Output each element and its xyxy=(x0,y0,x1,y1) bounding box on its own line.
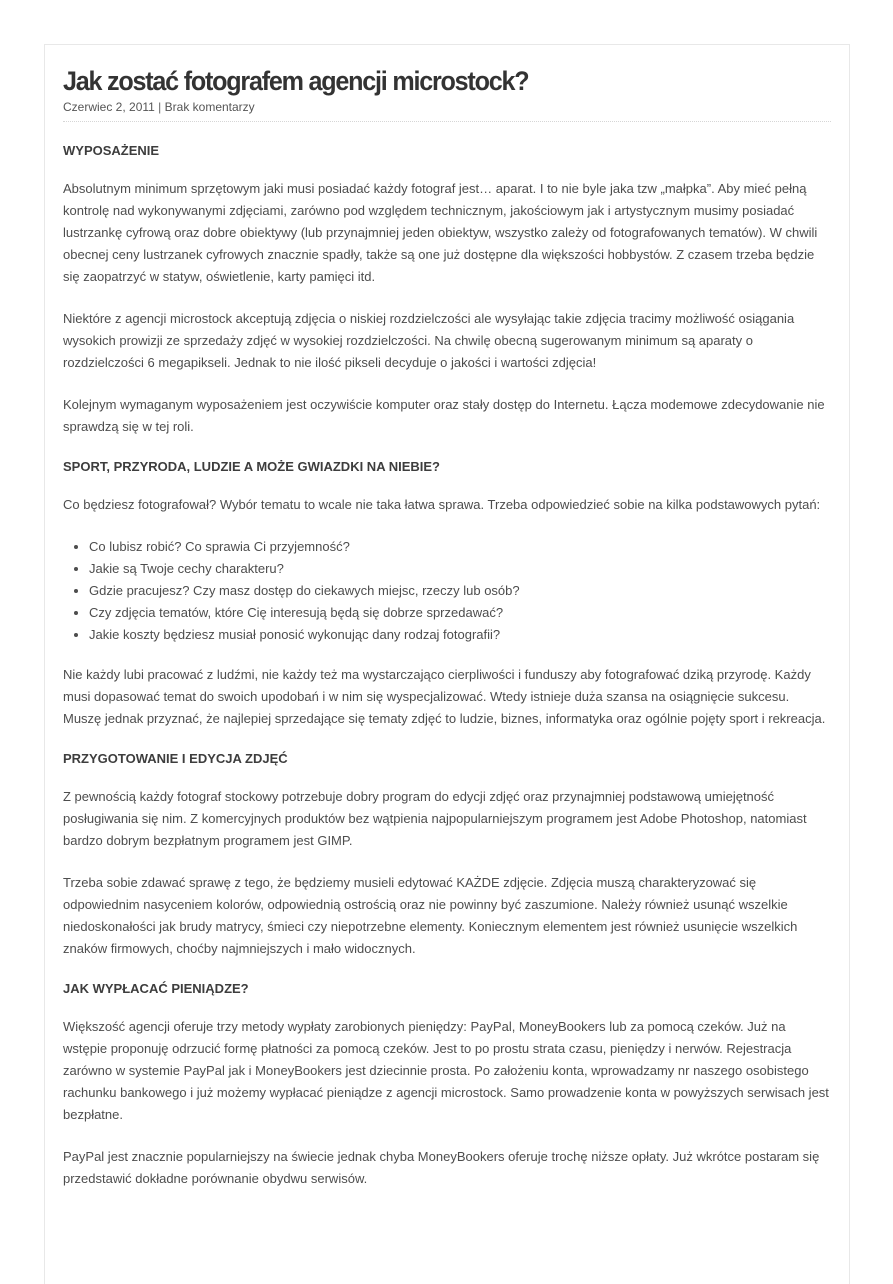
list-item: • Gdzie pracujesz? Czy masz dostęp do ciekawych miejsc, rzeczy lub osób? xyxy=(89,580,831,602)
list-item: • Co lubisz robić? Co sprawia Ci przyjemność? xyxy=(89,536,831,558)
paragraph: Co będziesz fotografował? Wybór tematu to wcale nie taka łatwa sprawa. Trzeba odpowiedzieć sobie na kilka podstawowych pytań: xyxy=(63,497,821,512)
list-item: • Jakie są Twoje cechy charakteru? xyxy=(89,558,831,580)
section-heading-payments: JAK WYPŁACAĆ PIENIĄDZE? xyxy=(63,981,249,996)
article-title: Jak zostać fotografem agencji microstock? xyxy=(63,66,529,96)
paragraph: Absolutnym minimum sprzętowym jaki musi posiadać każdy fotograf jest… aparat. I to nie byle jaka tzw „małpka”. Aby mieć pełną kontrolę nad wykonywanymi zdjęciami, zarówno pod względem technicznym, jakościowym jak i artystycznym musimy posiadać lustrzankę cyfrową oraz dobre obiektywy (lub przynajmniej jeden obiektyw, wszystko zależy od fotografowanych tematów). W chwili obecnej ceny lustrzanek cyfrowych znacznie spadły, także są one już dostępne dla większości hobbystów. Z czasem trzeba będzie się zaopatrzyć w statyw, oświetlenie, karty pamięci itd. xyxy=(63,181,818,284)
title-divider xyxy=(63,121,831,122)
paragraph: Większość agencji oferuje trzy metody wypłaty zarobionych pieniędzy: PayPal, MoneyBookers lub za pomocą czeków. Już na wstępie proponuję odrzucić formę płatności za pomocą czeków. Jest to po prostu strata czasu, pieniędzy i nerwów. Rejestracja zarówno w systemie PayPal jak i MoneyBookers jest dziecinnie prosta. Po założeniu konta, wprowadzamy nr naszego osobistego rachunku bankowego i już możemy wypłacać pieniądze z agencji microstock. Samo prowadzenie konta w powyższych serwisach jest bezpłatne. xyxy=(63,1019,829,1122)
questions-list xyxy=(63,536,831,646)
list-item: • Jakie koszty będziesz musiał ponosić wykonując dany rodzaj fotografii? xyxy=(89,624,831,646)
paragraph: Niektóre z agencji microstock akceptują zdjęcia o niskiej rozdzielczości ale wysyłając takie zdjęcia tracimy możliwość osiągania wysokich prowizji ze sprzedaży zdjęć w wysokiej rozdzielczości. Na chwilę obecną sugerowanym minimum są aparaty o rozdzielczości 6 megapikseli. Jednak to nie ilość pikseli decyduje o jakości i wartości zdjęcia! xyxy=(63,311,795,370)
article-body xyxy=(45,45,849,1190)
paragraph: Nie każdy lubi pracować z ludźmi, nie każdy też ma wystarczająco cierpliwości i funduszy aby fotografować dziką przyrodę. Każdy musi dopasować temat do swoich upodobań i w nim się wyspecjalizować. Wtedy istnieje duża szansa na osiągnięcie sukcesu. Muszę jednak przyznać, że najlepiej sprzedające się tematy zdjęć to ludzie, biznes, informatyka oraz ogólnie pojęty sport i rekreacja. xyxy=(63,667,826,726)
section-heading-topics: SPORT, PRZYRODA, LUDZIE A MOŻE GWIAZDKI NA NIEBIE? xyxy=(63,459,440,474)
paragraph: Z pewnością każdy fotograf stockowy potrzebuje dobry program do edycji zdjęć oraz przynajmniej podstawową umiejętność posługiwania się nim. Z komercyjnych produktów bez wątpienia najpopularniejszym programem jest Adobe Photoshop, natomiast bardzo dobrym bezpłatnym programem jest GIMP. xyxy=(63,789,807,848)
section-heading-editing: PRZYGOTOWANIE I EDYCJA ZDJĘĆ xyxy=(63,751,288,766)
comments-link[interactable]: Brak komentarzy xyxy=(164,100,255,114)
article-card xyxy=(44,44,850,1284)
meta-separator: | xyxy=(158,100,162,114)
list-item: • Czy zdjęcia tematów, które Cię interesują będą się dobrze sprzedawać? xyxy=(89,602,831,624)
section-heading-equipment: WYPOSAŻENIE xyxy=(63,143,160,158)
post-date: Czerwiec 2, 2011 xyxy=(63,100,155,114)
paragraph: Trzeba sobie zdawać sprawę z tego, że będziemy musieli edytować KAŻDE zdjęcie. Zdjęcia muszą charakteryzować się odpowiednim nasyceniem kolorów, odpowiednią ostrością oraz nie powinny być zaszumione. Należy również usunąć wszelkie niedoskonałości jak brudy matrycy, śmieci czy niepotrzebne elementy. Koniecznym elementem jest również usunięcie wszelkich znaków firmowych, choćby najmniejszych i mało widocznych. xyxy=(63,875,798,956)
paragraph: PayPal jest znacznie popularniejszy na świecie jednak chyba MoneyBookers oferuje trochę niższe opłaty. Już wkrótce postaram się przedstawić dokładne porównanie obydwu serwisów. xyxy=(63,1149,820,1186)
article-meta xyxy=(63,99,831,115)
paragraph: Kolejnym wymaganym wyposażeniem jest oczywiście komputer oraz stały dostęp do Internetu. Łącza modemowe zdecydowanie nie sprawdzą się w tej roli. xyxy=(63,397,825,434)
